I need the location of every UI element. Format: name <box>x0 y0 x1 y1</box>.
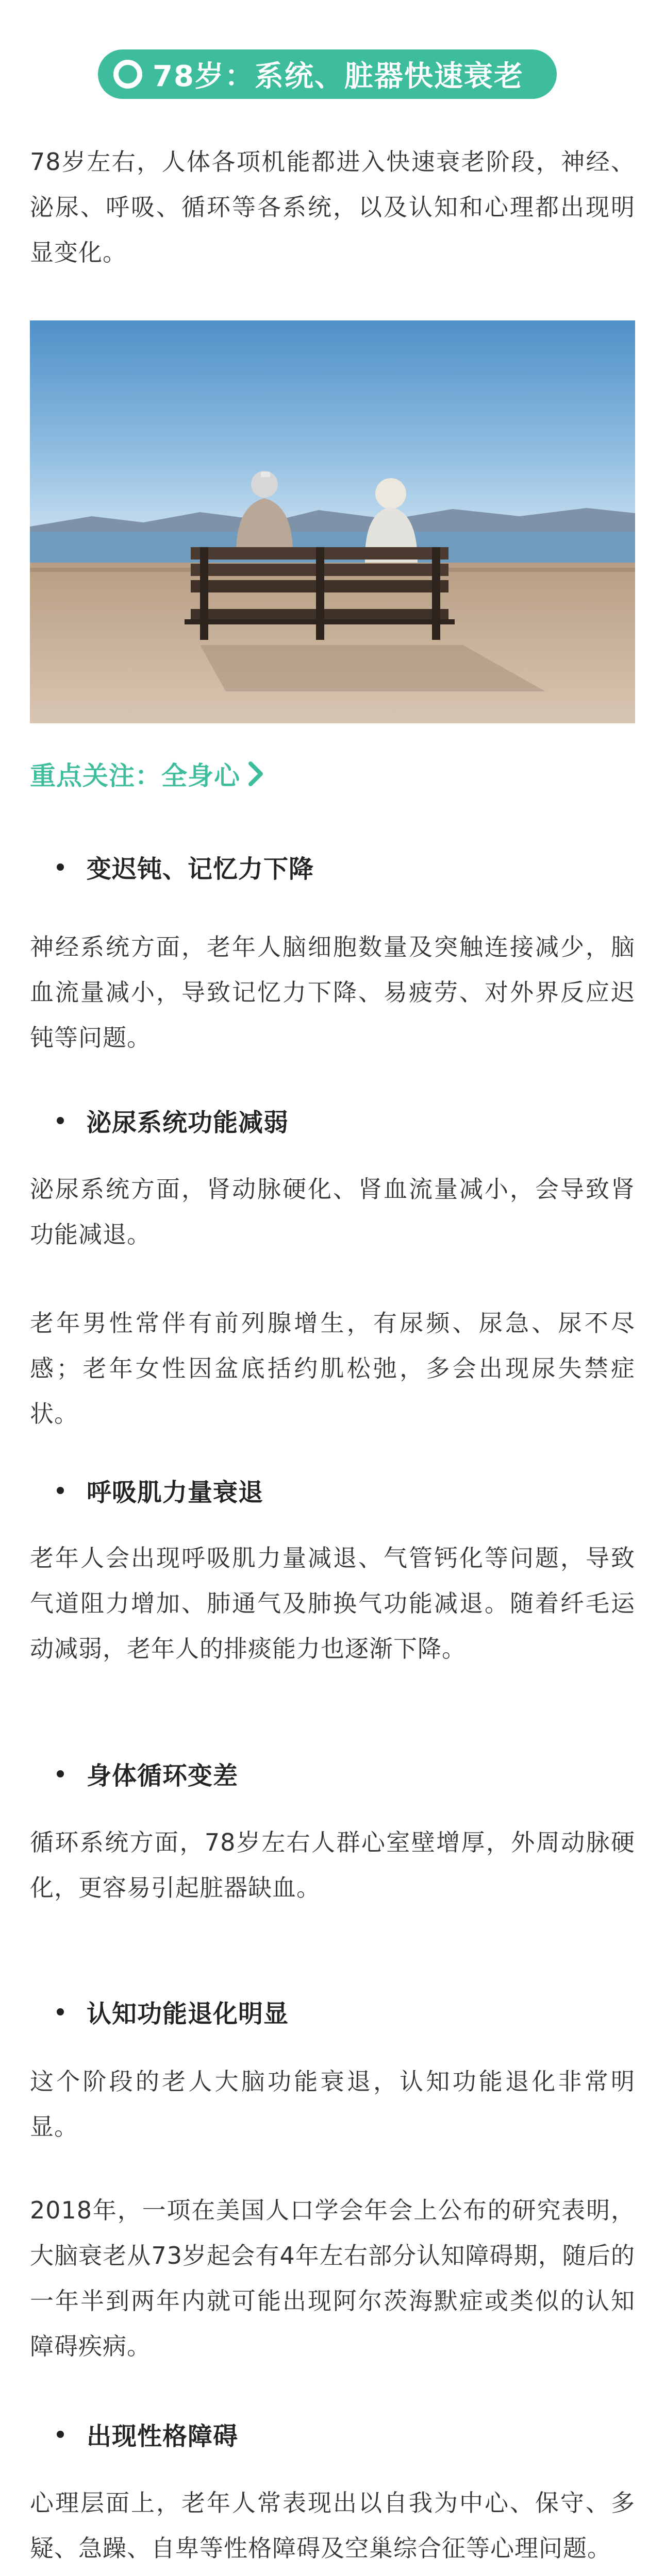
bullet-dot <box>57 1487 64 1494</box>
section-heading-text: 呼吸肌力量衰退 <box>87 1478 264 1507</box>
section-paragraph: 老年男性常伴有前列腺增生，有尿频、尿急、尿不尽感；老年女性因盆底括约肌松弛，多会出现尿失禁症状。 <box>30 1309 635 1428</box>
circle-icon <box>113 60 142 89</box>
section-paragraph: 心理层面上，老年人常表现出以自我为中心、保守、多疑、急躁、自卑等性格障碍及空巢综合征等心理问题。 <box>30 2489 635 2562</box>
section-paragraph: 这个阶段的老人大脑功能衰退，认知功能退化非常明显。 <box>30 2067 635 2141</box>
section-heading <box>57 1103 289 1138</box>
section-heading-text: 出现性格障碍 <box>87 2422 239 2451</box>
section-heading-text: 认知功能退化明显 <box>87 1999 289 2028</box>
intro-paragraph: 78岁左右，人体各项机能都进入快速衰老阶段，神经、泌尿、呼吸、循环等各系统，以及认知和心理都出现明显变化。 <box>30 148 635 266</box>
section-heading <box>57 1994 289 2029</box>
section-paragraph: 老年人会出现呼吸肌力量减退、气管钙化等问题，导致气道阻力增加、肺通气及肺换气功能减退。随着纤毛运动减弱，老年人的排痰能力也逐渐下降。 <box>30 1544 635 1663</box>
section-paragraph: 循环系统方面，78岁左右人群心室壁增厚，外周动脉硬化，更容易引起脏器缺血。 <box>30 1828 635 1902</box>
bullet-dot <box>57 2008 64 2015</box>
section-heading <box>57 2416 238 2452</box>
section-paragraph: 神经系统方面，老年人脑细胞数量及突触连接减少，脑血流量减小，导致记忆力下降、易疲劳、对外界反应迟钝等问题。 <box>30 933 635 1052</box>
elderly-couple-bench-photo <box>30 320 635 723</box>
section-paragraph: 2018年，一项在美国人口学会年会上公布的研究表明，大脑衰老从73岁起会有4年左右部分认知障碍期，随后的一年半到两年内就可能出现阿尔茨海默症或类似的认知障碍疾病。 <box>30 2196 635 2360</box>
section-heading-text: 身体循环变差 <box>87 1761 239 1790</box>
section-title-badge <box>98 49 557 99</box>
focus-link[interactable] <box>30 755 265 792</box>
bullet-dot <box>57 863 64 871</box>
section-title: 78岁：系统、脏器快速衰老 <box>153 60 524 93</box>
section-heading-text: 变迟钝、记忆力下降 <box>87 855 314 884</box>
focus-link-label: 重点关注：全身心 <box>30 761 240 791</box>
bullet-dot <box>57 2431 64 2438</box>
section-heading <box>57 849 314 885</box>
section-paragraph: 泌尿系统方面，肾动脉硬化、肾血流量减小，会导致肾功能减退。 <box>30 1175 635 1248</box>
bullet-dot <box>57 1770 64 1777</box>
chevron-right-icon <box>246 759 265 788</box>
section-heading <box>57 1472 263 1508</box>
section-heading <box>57 1756 238 1791</box>
section-heading-text: 泌尿系统功能减弱 <box>87 1108 289 1137</box>
bullet-dot <box>57 1117 64 1124</box>
